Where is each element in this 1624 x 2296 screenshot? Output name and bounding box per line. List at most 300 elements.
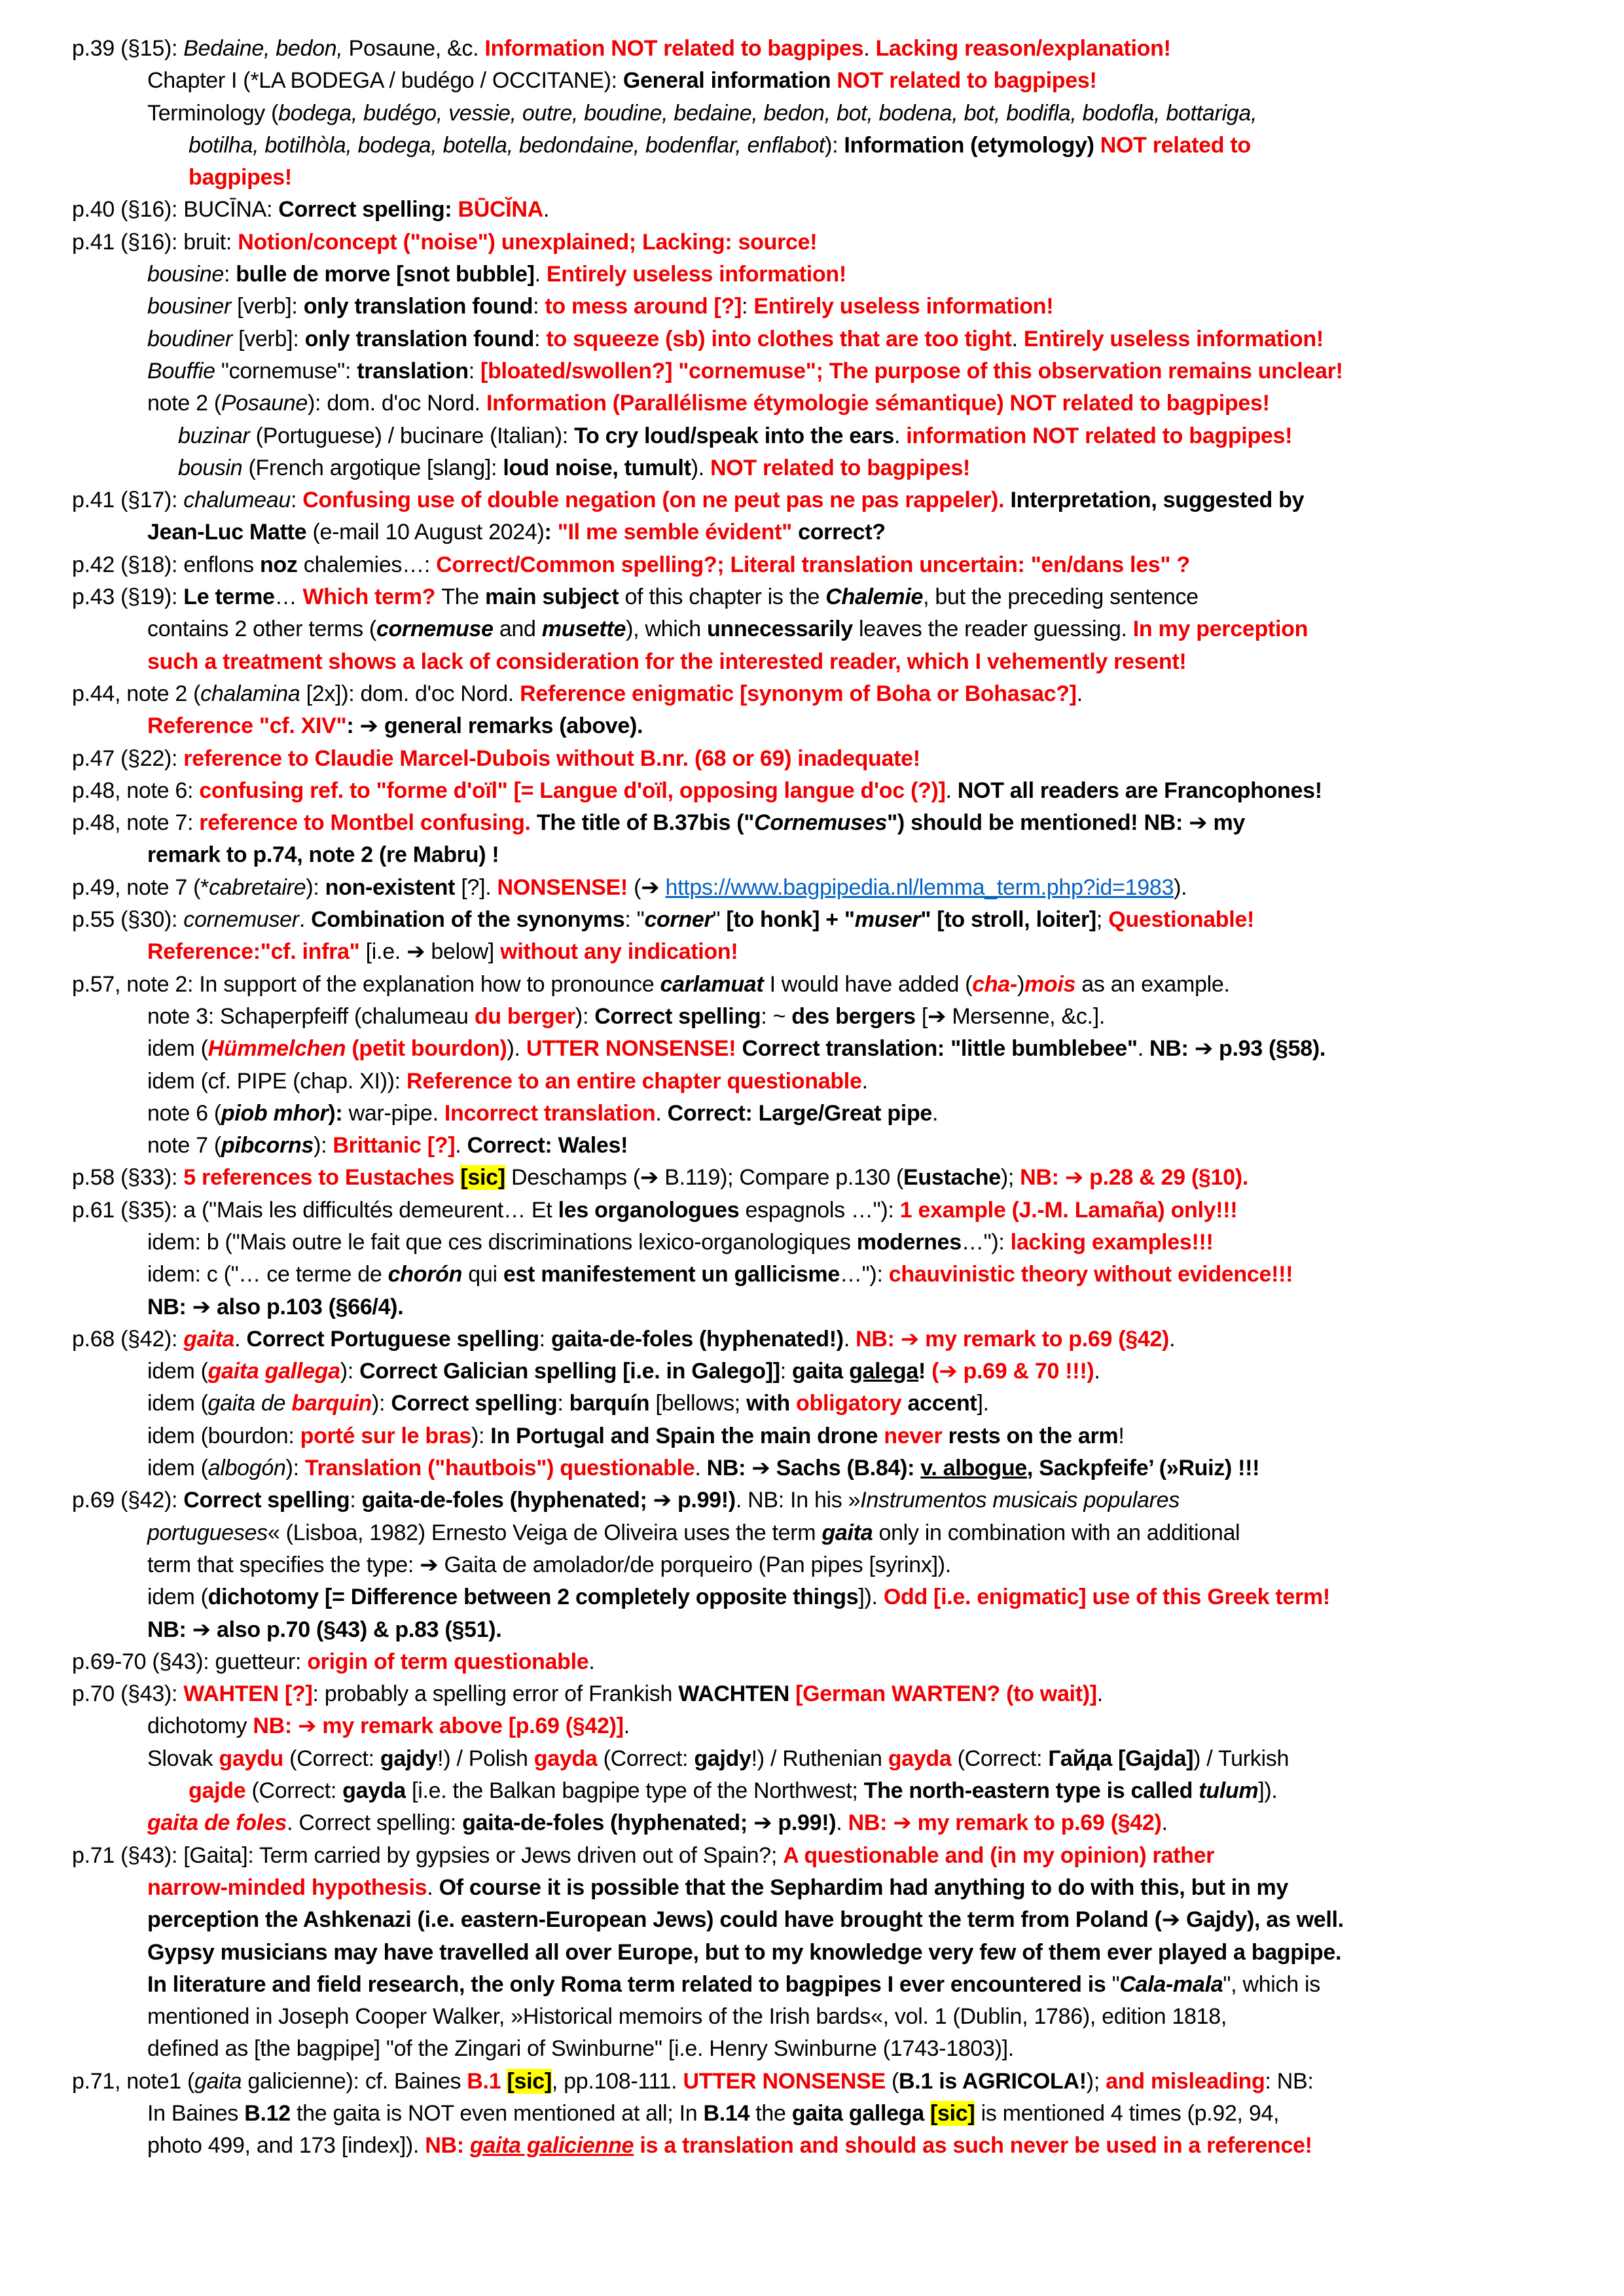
text-segment: gaita — [183, 1326, 235, 1352]
text-segment: Correct/Common spelling?; Literal translation uncertain: "en/dans les" ? — [436, 552, 1190, 577]
text-segment: . — [1076, 681, 1083, 706]
text-segment: gaita gallega — [791, 2101, 924, 2126]
text-segment: ): — [575, 1003, 595, 1029]
document-line — [0, 1291, 1624, 1323]
text-segment: lacking examples!!! — [1010, 1229, 1214, 1255]
text-segment: NOT related to bagpipes! — [837, 68, 1097, 94]
text-segment: : ~ — [761, 1003, 792, 1029]
document-line — [0, 65, 1624, 97]
text-segment: tulum — [1199, 1778, 1259, 1804]
text-segment: only in combination with an additional — [873, 1520, 1240, 1545]
text-segment: Brittanic [?] — [333, 1133, 456, 1158]
text-segment: Combination of the synonyms — [311, 907, 625, 933]
text-segment: to squeeze (sb) into clothes that are too tight — [546, 326, 1012, 351]
document-line — [0, 1904, 1624, 1936]
text-segment: . — [843, 1326, 856, 1352]
document-line — [0, 1259, 1624, 1291]
text-segment: In Baines — [147, 2101, 245, 2126]
text-segment: never — [884, 1423, 943, 1448]
document-line — [0, 1066, 1624, 1098]
text-segment: NB: ➔ my remark above [p.69 (§42)] — [253, 1713, 624, 1739]
text-segment: (petit bourdon) — [352, 1036, 507, 1062]
text-segment: Reference enigmatic [synonym of Boha or Bohasac?] — [520, 681, 1077, 706]
text-segment: contains 2 other terms ( — [147, 617, 376, 642]
text-segment: (➔ p.69 & 70 !!!) — [931, 1359, 1094, 1384]
text-segment: idem ( — [147, 1585, 208, 1610]
text-segment: ). — [507, 1036, 526, 1062]
document-line — [0, 259, 1624, 291]
text-segment: ): — [371, 1391, 391, 1416]
text-segment: buzinar — [178, 423, 250, 448]
text-segment: note 7 ( — [147, 1133, 221, 1158]
text-segment: chalumeau — [183, 488, 291, 513]
text-segment: les organologues — [558, 1197, 740, 1223]
sic-highlight: [sic] — [507, 2068, 552, 2094]
text-segment: [verb]: — [232, 326, 305, 351]
text-segment: dichotomy — [147, 1713, 253, 1739]
text-segment: …"): — [961, 1229, 1011, 1255]
document-line — [0, 1033, 1624, 1065]
text-segment: [to honk] + " — [726, 907, 855, 933]
text-segment: is mentioned 4 times (p.92, 94, — [975, 2101, 1280, 2126]
text-segment: : — [780, 1359, 793, 1384]
text-segment: (Correct: — [951, 1746, 1049, 1771]
text-segment: Chapter I (*LA BODEGA / budégo / OCCITANE): — [147, 68, 623, 94]
text-segment: ): — [306, 874, 325, 900]
text-segment: Posaune, &c. — [342, 36, 485, 61]
text-segment: ) — [1017, 971, 1024, 997]
text-segment: !) / Ruthenian — [751, 1746, 888, 1771]
text-segment: note 6 ( — [147, 1100, 221, 1126]
text-segment: reference to Claudie Marcel-Dubois without B.nr. (68 or 69) inadequate! — [183, 745, 920, 771]
text-segment: Reference "cf. XIV" — [147, 713, 347, 739]
text-segment: NOT related to bagpipes! — [710, 455, 971, 480]
text-segment: Correct Galician spelling [i.e. in Galego]] — [359, 1359, 780, 1384]
text-segment: : — [350, 1488, 362, 1513]
document-line — [0, 872, 1624, 904]
text-segment: as an example. — [1075, 971, 1230, 997]
text-segment: . — [836, 1810, 848, 1836]
text-segment: In literature and field research, the only Roma term related to bagpipes I ever encountered is — [147, 1971, 1112, 1997]
text-segment: idem: b ("Mais outre le fait que ces discriminations lexico-organologiques — [147, 1229, 857, 1255]
document-line — [0, 420, 1624, 452]
text-segment: note 2 ( — [147, 391, 221, 416]
text-segment: ", which is — [1223, 1971, 1320, 1997]
text-segment: gaita-de-foles (hyphenated!) — [550, 1326, 844, 1352]
text-segment: gaita galicienne — [469, 2133, 634, 2159]
text-segment: Incorrect translation — [444, 1100, 656, 1126]
text-segment: ); — [1086, 2068, 1106, 2094]
text-segment: boudiner — [147, 326, 232, 351]
text-segment: est manifestement un gallicisme — [503, 1262, 840, 1287]
document-body — [0, 33, 1624, 2162]
text-segment: ): dom. d'oc Nord. — [308, 391, 486, 416]
text-segment: 5 references to Eustaches — [183, 1165, 461, 1191]
document-line — [0, 130, 1624, 162]
text-segment: Questionable! — [1108, 907, 1255, 933]
text-segment: " — [1111, 1971, 1120, 1997]
text-segment: gayda — [888, 1746, 952, 1771]
text-segment: ); — [1000, 1165, 1020, 1191]
text-segment: ). — [691, 455, 711, 480]
text-segment: Le terme — [183, 584, 275, 610]
document-line — [0, 516, 1624, 548]
text-segment: ! — [1118, 1423, 1125, 1448]
document-line — [0, 323, 1624, 355]
document-line — [0, 775, 1624, 807]
text-segment: gaita-de-foles (hyphenated; ➔ p.99!) — [462, 1810, 837, 1836]
text-segment: . — [427, 1874, 439, 1900]
text-segment: ): — [314, 1133, 333, 1158]
text-segment: origin of term questionable — [307, 1649, 589, 1674]
text-segment: p.40 (§16): BUCĪNA: — [72, 197, 279, 223]
document-line — [0, 646, 1624, 678]
text-segment: musette — [541, 617, 626, 642]
text-segment: NB: ➔ p.93 (§58). — [1149, 1036, 1326, 1062]
text-segment: the — [749, 2101, 792, 2126]
document-line — [0, 2001, 1624, 2033]
text-segment: ): — [285, 1456, 305, 1481]
document-line — [0, 452, 1624, 484]
text-segment: cha- — [972, 971, 1017, 997]
document-line — [0, 1323, 1624, 1355]
text-segment: narrow-minded hypothesis — [147, 1874, 427, 1900]
text-segment: ) / Turkish — [1193, 1746, 1290, 1771]
text-segment: gaita-de-foles (hyphenated; ➔ p.99!) — [361, 1488, 736, 1513]
text-segment: Cala-mala — [1119, 1971, 1223, 1997]
text-segment: ): — [471, 1423, 491, 1448]
text-segment: [bellows; — [649, 1391, 747, 1416]
text-segment: with — [746, 1391, 797, 1416]
document-line — [0, 2033, 1624, 2065]
text-segment: bousin — [178, 455, 243, 480]
text-segment: photo 499, and 173 [index]). — [147, 2133, 425, 2159]
document-line — [0, 904, 1624, 936]
text-segment: UTTER NONSENSE! — [526, 1036, 736, 1062]
text-segment: idem (bourdon: — [147, 1423, 300, 1448]
text-segment: chorón — [388, 1262, 463, 1287]
text-segment: NOT related to — [1100, 132, 1251, 158]
text-segment: ), which — [626, 617, 707, 642]
text-segment: , but the preceding sentence — [923, 584, 1199, 610]
text-segment: v. albogue — [920, 1456, 1027, 1481]
text-segment: idem ( — [147, 1359, 208, 1384]
bagpipedia-link[interactable]: https://www.bagpipedia.nl/lemma_term.php?id=1983 — [665, 874, 1174, 900]
document-line — [0, 969, 1624, 1001]
document-line — [0, 1162, 1624, 1194]
text-segment: : — [742, 294, 754, 319]
document-line — [0, 2066, 1624, 2098]
text-segment: bodega, budégo, vessie, outre, boudine, bedaine, bedon, bot, bodena, bot, bodifla, bodofla, bottariga, — [278, 100, 1257, 126]
text-segment: and misleading — [1106, 2068, 1265, 2094]
text-segment: is a translation and should as such never be used in a reference! — [634, 2133, 1312, 2159]
text-segment: Jean-Luc Matte — [147, 520, 313, 545]
text-segment: ]. — [977, 1391, 989, 1416]
text-segment: : — [557, 1391, 569, 1416]
text-segment — [346, 1036, 352, 1061]
text-segment: (➔ — [627, 874, 666, 900]
text-segment: Notion/concept ("noise") unexplained; Lacking: source! — [238, 229, 818, 255]
text-segment: qui — [462, 1262, 503, 1287]
document-line — [0, 1001, 1624, 1033]
text-segment: cabretaire — [209, 874, 306, 900]
text-segment: bousine — [147, 262, 224, 287]
text-segment: Terminology ( — [147, 100, 279, 126]
document-line — [0, 1355, 1624, 1388]
document-line — [0, 1130, 1624, 1162]
text-segment: . — [1169, 1326, 1176, 1352]
document-line — [0, 387, 1624, 420]
document-line — [0, 1194, 1624, 1227]
text-segment — [789, 1681, 795, 1706]
text-segment: B.1 — [467, 2068, 501, 2094]
text-segment: The north-eastern type is called — [863, 1778, 1199, 1804]
text-segment: (e-mail 10 August 2024) — [312, 520, 545, 545]
text-segment: (French argotique [slang]: — [242, 455, 503, 480]
text-segment: Confusing use of double negation (on ne peut pas ne pas rappeler). — [302, 488, 1005, 513]
text-segment: Гайда [Gajda] — [1048, 1746, 1194, 1771]
text-segment: Chalemie — [825, 584, 924, 610]
document-line — [0, 1549, 1624, 1581]
text-segment: NB: ➔ also p.70 (§43) & p.83 (§51). — [147, 1617, 502, 1642]
text-segment: idem ( — [147, 1036, 208, 1062]
document-line — [0, 33, 1624, 65]
text-segment: ; — [1096, 907, 1109, 933]
text-segment: NB: ➔ also p.103 (§66/4). — [147, 1294, 404, 1319]
text-segment — [924, 2101, 930, 2126]
text-segment: rests on the arm — [942, 1423, 1119, 1448]
text-segment: modernes — [856, 1229, 962, 1255]
text-segment: and — [493, 617, 542, 642]
text-segment: . — [234, 1326, 247, 1352]
text-segment: : — [224, 262, 236, 287]
text-segment: botilha, botilhòla, bodega, botella, bedondaine, bodenflar, enflabot — [189, 132, 825, 158]
text-segment: Bedaine, bedon, — [183, 36, 343, 61]
text-segment: . — [1096, 1681, 1103, 1707]
document-line — [0, 2130, 1624, 2162]
document-line — [0, 1581, 1624, 1613]
text-segment — [926, 1359, 931, 1384]
document-line — [0, 613, 1624, 645]
text-segment: carlamuat — [660, 971, 764, 997]
text-segment: WAHTEN [?] — [183, 1681, 313, 1707]
text-segment: "cornemuse": — [215, 358, 357, 384]
text-segment: only translation found — [303, 294, 533, 319]
text-segment: gajdy — [380, 1746, 438, 1771]
text-segment: p.47 (§22): — [72, 745, 184, 771]
text-segment: : ➔ general remarks (above). — [346, 713, 643, 739]
text-segment: . — [543, 197, 550, 223]
text-segment: (Correct: — [283, 1746, 380, 1771]
text-segment: . — [298, 907, 312, 933]
text-segment: I would have added ( — [763, 971, 973, 997]
text-segment: . — [863, 36, 876, 61]
text-segment: [2x]): dom. d'oc Nord. — [300, 681, 520, 706]
document-line — [0, 484, 1624, 516]
document-line — [0, 1388, 1624, 1420]
text-segment: To cry loud/speak into the ears — [574, 423, 894, 448]
text-segment: In my perception — [1132, 617, 1308, 642]
text-segment: muser — [854, 907, 921, 933]
text-segment: only translation found — [304, 326, 535, 351]
document-line — [0, 807, 1624, 839]
document-line — [0, 1969, 1624, 2001]
text-segment: barquín — [569, 1391, 650, 1416]
text-segment: gayda — [533, 1746, 598, 1771]
document-line — [0, 2098, 1624, 2130]
text-segment: term that specifies the type: ➔ Gaita de amolador/de porqueiro (Pan pipes [syrinx]). — [147, 1552, 951, 1577]
text-segment: General information — [623, 68, 837, 94]
text-segment: p.49, note 7 (* — [72, 874, 209, 900]
text-segment: Correct spelling — [391, 1391, 558, 1416]
document-line — [0, 1646, 1624, 1678]
text-segment: defined as [the bagpipe] "of the Zingari of Swinburne" [i.e. Henry Swinburne (1743-1803)]. — [147, 2036, 1014, 2062]
document-line — [0, 226, 1624, 259]
text-segment: NOT all readers are Francophones! — [957, 778, 1322, 803]
text-segment: gaydu — [219, 1746, 284, 1771]
text-segment: B.12 — [244, 2101, 291, 2126]
text-segment: information NOT related to bagpipes! — [906, 423, 1293, 448]
text-segment: [German WARTEN? (to wait)] — [795, 1681, 1097, 1707]
text-segment: Entirely useless information! — [1023, 326, 1324, 351]
text-segment: NB: — [425, 2133, 470, 2159]
text-segment: Lacking reason/explanation! — [875, 36, 1171, 61]
document-line — [0, 581, 1624, 613]
text-segment: translation — [357, 358, 469, 384]
document-line — [0, 1420, 1624, 1452]
text-segment: !) / Polish — [437, 1746, 534, 1771]
text-segment: Instrumentos musicais populares — [860, 1488, 1180, 1513]
text-segment: [i.e. ➔ below] — [359, 939, 501, 965]
document-line — [0, 1775, 1624, 1807]
text-segment: Correct: Wales! — [467, 1133, 628, 1158]
text-segment: Which term? — [302, 584, 442, 610]
text-segment: p.39 (§15): — [72, 36, 184, 61]
text-segment: cornemuse — [376, 617, 494, 642]
text-segment: : — [539, 1326, 551, 1352]
text-segment: WACHTEN — [678, 1681, 789, 1707]
text-segment: p.57, note 2: In support of the explanation how to pronounce — [72, 971, 660, 997]
text-segment: Information (etymology) — [844, 132, 1100, 158]
text-segment: Information (Parallélisme étymologie sémantique) NOT related to bagpipes! — [486, 391, 1270, 416]
text-segment: Information NOT related to bagpipes — [484, 36, 864, 61]
text-segment: p.69-70 (§43): guetteur: — [72, 1649, 308, 1674]
text-segment: [verb]: — [231, 294, 304, 319]
text-segment: : — [534, 326, 547, 351]
text-segment: unnecessarily — [706, 617, 853, 642]
document-line — [0, 1678, 1624, 1710]
text-segment: accent — [901, 1391, 977, 1416]
document-line — [0, 710, 1624, 742]
text-segment: NB: ➔ my remark to p.69 (§42) — [856, 1326, 1170, 1352]
document-line — [0, 1937, 1624, 1969]
text-segment: piob mhor — [221, 1100, 329, 1126]
document-line — [0, 1872, 1624, 1904]
text-segment: . — [1094, 1359, 1100, 1384]
text-segment: The — [441, 584, 486, 610]
text-segment: NB: ➔ Sachs (B.84): — [706, 1456, 921, 1481]
text-segment — [531, 810, 537, 835]
text-segment: : — [468, 358, 481, 384]
text-segment: war-pipe. — [342, 1100, 444, 1126]
text-segment: reference to Montbel confusing. — [199, 810, 531, 836]
text-segment: [➔ Mersenne, &c.]. — [915, 1003, 1105, 1029]
text-segment: chalemies…: — [297, 552, 437, 577]
text-segment: Of course it is possible that the Sephardim had anything to do with this, but in my — [439, 1874, 1289, 1900]
text-segment: B.14 — [703, 2101, 750, 2126]
text-segment: obligatory — [796, 1391, 902, 1416]
text-segment: p.55 (§30): — [72, 907, 184, 933]
text-segment: . — [893, 423, 907, 448]
document-line — [0, 1484, 1624, 1516]
text-segment: confusing ref. to "forme d'oïl" [= Langue d'oïl, opposing langue d'oc (?)] — [199, 778, 946, 803]
text-segment: p.71 (§43): [Gaita]: Term carried by gypsies or Jews driven out of Spain?; — [72, 1842, 784, 1868]
text-segment: ") should be mentioned! NB: ➔ my — [887, 810, 1246, 836]
text-segment: gayda — [342, 1778, 406, 1804]
text-segment: : probably a spelling error of Frankish — [312, 1681, 679, 1707]
text-segment: . — [455, 1133, 467, 1158]
text-segment: Correct: Large/Great pipe — [667, 1100, 933, 1126]
text-segment: : — [544, 520, 558, 545]
text-segment: galega — [849, 1359, 918, 1384]
text-segment: mois — [1024, 971, 1076, 997]
text-segment: NB: ➔ p.28 & 29 (§10). — [1020, 1165, 1248, 1191]
text-segment: chauvinistic theory without evidence!!! — [888, 1262, 1293, 1287]
text-segment: du berger — [474, 1003, 575, 1029]
document-line — [0, 1743, 1624, 1775]
text-segment: [bloated/swollen?] "cornemuse"; The purpose of this observation remains unclear! — [480, 358, 1343, 384]
text-segment: main subject — [485, 584, 619, 610]
text-segment: . — [695, 1456, 707, 1481]
text-segment: « (Lisboa, 1982) Ernesto Veiga de Oliveira uses the term — [267, 1520, 822, 1545]
text-segment: . NB: In his » — [735, 1488, 861, 1513]
text-segment: (Correct: — [597, 1746, 695, 1771]
text-segment: A questionable and (in my opinion) rather — [783, 1842, 1215, 1868]
text-segment: The title of B.37bis (" — [536, 810, 755, 836]
text-segment: Eustache — [903, 1165, 1001, 1191]
text-segment: (Correct: — [245, 1778, 343, 1804]
text-segment: . — [861, 1068, 868, 1094]
document-line — [0, 1614, 1624, 1646]
text-segment: gaita — [821, 1520, 873, 1545]
document-line — [0, 194, 1624, 226]
text-segment: : NB: — [1265, 2068, 1314, 2094]
text-segment: . — [655, 1100, 668, 1126]
text-segment: of this chapter is the — [619, 584, 826, 610]
text-segment: . — [534, 262, 547, 287]
text-segment: gaita de foles — [147, 1810, 287, 1836]
text-segment: . — [623, 1713, 630, 1739]
text-segment: idem ( — [147, 1456, 208, 1481]
document-line — [0, 1807, 1624, 1839]
text-segment: Odd [i.e. enigmatic] use of this Greek term! — [883, 1585, 1330, 1610]
text-segment: Reference:"cf. infra" — [147, 939, 360, 965]
document-line — [0, 1227, 1624, 1259]
text-segment: mentioned in Joseph Cooper Walker, »Historical memoirs of the Irish bards«, vol. 1 (Dublin, 1786), edition 1818, — [147, 2004, 1227, 2030]
text-segment: ): — [825, 132, 844, 158]
document-line — [0, 839, 1624, 871]
sic-highlight: [sic] — [930, 2101, 975, 2126]
text-segment: albogón — [208, 1456, 286, 1481]
text-segment: des bergers — [791, 1003, 916, 1029]
text-segment: corner — [644, 907, 713, 933]
text-segment: Correct Portuguese spelling — [246, 1326, 539, 1352]
text-segment: gaita gallega — [208, 1359, 340, 1384]
text-segment: Entirely useless information! — [546, 262, 846, 287]
text-segment: bagpipes! — [189, 165, 292, 190]
text-segment: . — [1137, 1036, 1150, 1062]
text-segment: Interpretation, suggested by — [1010, 488, 1305, 513]
